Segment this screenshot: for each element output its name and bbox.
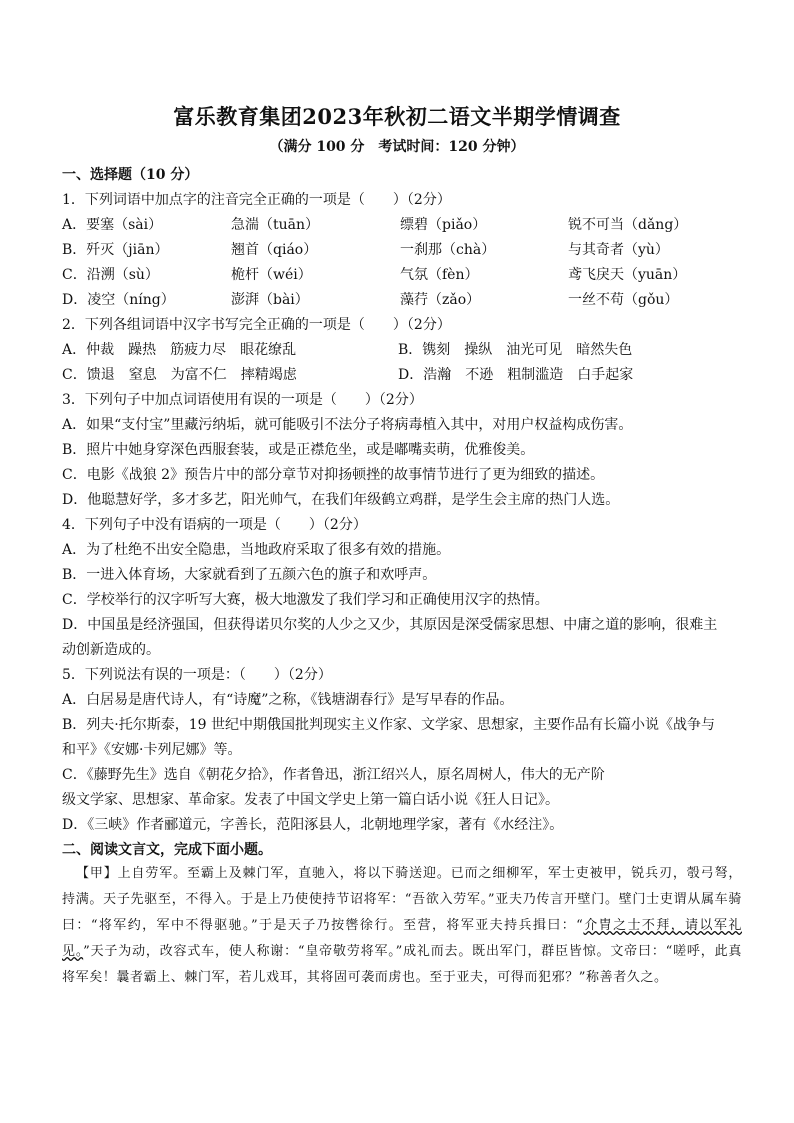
question-stem: 2．下列各组词语中汉字书写完全正确的一项是（ ）（2分）: [62, 317, 451, 333]
option-text: C．电影《战狼 2》预告片中的部分章节对抑扬顿挫的故事情节进行了更为细致的描述。: [62, 467, 605, 483]
option-text: B．列夫·托尔斯泰，19 世纪中期俄国批判现实主义作家、文学家、思想家，主要作品有长篇小说《战争与: [62, 717, 716, 733]
option-text: A．白居易是唐代诗人，有“诗魔”之称，《钱塘湖春行》是写早春的作品。: [62, 692, 514, 708]
option-cell: 澎湃（bài）: [231, 292, 309, 308]
option-cell: D．凌空（níng）: [62, 292, 175, 308]
option-cell: A．要塞（sài）: [62, 217, 163, 233]
option-cell: 藻荇（zǎo）: [400, 292, 481, 308]
underlined-sentence: 介胄之士不拜，请以军礼见。: [62, 918, 742, 959]
option-text: C．《藤野先生》选自《朝花夕拾》，作者鲁迅，浙江绍兴人，原名周树人，伟大的无产阶: [62, 767, 605, 783]
option-cell: 气氛（fèn）: [400, 267, 479, 283]
page-title: 富乐教育集团2023年秋初二语文半期学情调查: [173, 104, 621, 129]
question-stem: 3．下列句子中加点词语使用有误的一项是（ ）（2分）: [62, 392, 423, 408]
option-text: 动创新造成的。: [62, 642, 160, 658]
option-cell: 与其奇者（yù）: [568, 242, 669, 258]
option-row: [62, 291, 742, 309]
option-text: B．照片中她身穿深色西服套装，或是正襟危坐，或是嘟嘴卖萌，优雅俊美。: [62, 442, 535, 458]
option-text: B．一进入体育场，大家就看到了五颜六色的旗子和欢呼声。: [62, 567, 437, 583]
option-cell: B．镌刻 操纵 油光可见 暗然失色: [398, 342, 633, 358]
question-stem: 1．下列词语中加点字的注音完全正确的一项是（ ）（2分）: [62, 192, 451, 208]
exam-subtitle: （满分 100 分 考试时间：120 分钟）: [269, 139, 525, 155]
option-cell: 一刹那（chà）: [400, 242, 496, 258]
option-text: D．他聪慧好学，多才多艺，阳光帅气，在我们年级鹤立鸡群，是学生会主席的热门人选。: [62, 492, 620, 508]
option-cell: 缥碧（piǎo）: [400, 217, 487, 233]
option-row: [62, 241, 742, 259]
section-heading: 一、选择题（10 分）: [62, 167, 199, 183]
option-cell: 桅杆（wéi）: [231, 267, 312, 283]
passage-text: ”天子为动，改容式车，使人称谢：“皇帝敬劳将军。”成礼而去。既出军门，群臣皆惊。文帝曰：“嗟呼，此真将军矣！曩者霸上、棘门军，若儿戏耳，其将固可袭而虏也。至于亚夫，可得而犯邪？”称善者久之。: [62, 944, 742, 985]
option-cell: 一丝不苟（gǒu）: [568, 292, 679, 308]
option-cell: 急湍（tuān）: [231, 217, 320, 233]
option-cell: B．歼灭（jiān）: [62, 242, 169, 258]
option-cell: 锐不可当（dǎng）: [568, 217, 688, 233]
option-row: [62, 341, 742, 359]
question-stem: 5．下列说法有误的一项是：（ ）（2分）: [62, 667, 332, 683]
option-text: A．为了杜绝不出安全隐患，当地政府采取了很多有效的措施。: [62, 542, 451, 558]
option-cell: A．仲裁 躁热 筋疲力尽 眼花缭乱: [62, 342, 297, 358]
section-heading: 二、阅读文言文，完成下面小题。: [62, 842, 272, 858]
option-row: [62, 216, 742, 234]
option-cell: D．浩瀚 不逊 粗制滥造 白手起家: [398, 367, 634, 383]
option-cell: C．馈退 窒息 为富不仁 摔精竭虑: [62, 367, 297, 383]
option-text: 和平》《安娜·卡列尼娜》等。: [62, 742, 242, 758]
option-text: 级文学家、思想家、革命家。发表了中国文学史上第一篇白话小说《狂人日记》。: [62, 792, 559, 808]
option-text: D．《三峡》作者郦道元，字善长，范阳涿县人，北朝地理学家，著有《水经注》。: [62, 817, 564, 833]
question-stem: 4．下列句子中没有语病的一项是（ ）（2分）: [62, 517, 367, 533]
option-row: [62, 266, 742, 284]
classical-passage: [62, 861, 742, 991]
passage-text: 【甲】上自劳军。至霸上及棘门军，直驰入，将以下骑送迎。已而之细柳军，军士吏被甲，锐兵刃，彀弓弩，持满。天子先驱至，不得入。于是上乃使使持节诏将军：“吾欲入劳军。”亚夫乃传言开壁门。壁门士吏谓从属车骑曰：“将军约，军中不得驱驰。”于是天子乃按辔徐行。至营，将军亚夫持兵揖曰：“: [62, 866, 742, 933]
option-cell: C．沿溯（sù）: [62, 267, 159, 283]
option-text: C．学校举行的汉字听写大赛，极大地激发了我们学习和正确使用汉字的热情。: [62, 592, 549, 608]
option-cell: 翘首（qiáo）: [231, 242, 318, 258]
option-row: [62, 366, 742, 384]
option-text: A．如果“支付宝”里藏污纳垢，就可能吸引不法分子将病毒植入其中，对用户权益构成伤害。: [62, 417, 633, 433]
option-cell: 鸢飞戾天（yuān）: [568, 267, 687, 283]
option-text: D．中国虽是经济强国，但获得诺贝尔奖的人少之又少，其原因是深受儒家思想、中庸之道的影响，很难主: [62, 617, 718, 633]
